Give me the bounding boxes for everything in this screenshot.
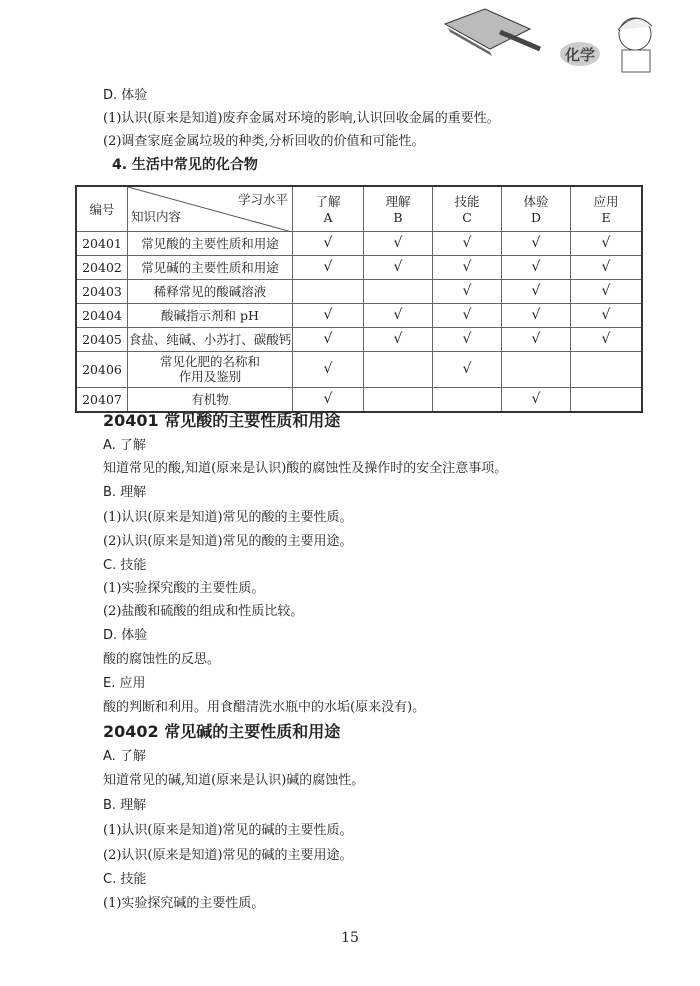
subject-badge: 化学 <box>564 46 596 64</box>
check-mark: √ <box>364 303 433 327</box>
check-mark: √ <box>293 255 364 279</box>
s20401-e-item: 酸的判断和利用。用食醋清洗水瓶中的水垢(原来没有)。 <box>103 700 426 715</box>
level-code: E <box>601 210 611 226</box>
row-id: 20402 <box>76 255 128 279</box>
learning-levels-table <box>75 185 643 413</box>
s20401-d-item: 酸的腐蚀性的反思。 <box>103 652 221 667</box>
level-name: 理解 <box>385 194 411 210</box>
level-code: C <box>462 210 472 226</box>
check-mark: √ <box>433 303 502 327</box>
check-mark: √ <box>433 255 502 279</box>
check-mark: √ <box>433 231 502 255</box>
level-name: 体验 <box>523 194 549 210</box>
row-content-line: 酸碱指示剂和 pH <box>161 307 259 323</box>
s20402-a-item: 知道常见的碱,知道(原来是认识)碱的腐蚀性。 <box>103 773 365 788</box>
s20401-e-label: E. 应用 <box>103 676 146 691</box>
s20402-b-item: (2)认识(原来是知道)常见的碱的主要用途。 <box>103 848 353 863</box>
level-code: D <box>530 210 542 226</box>
table-row <box>76 255 642 279</box>
row-content-line: 常见酸的主要性质和用途 <box>141 235 279 251</box>
empty-cell <box>364 351 433 387</box>
check-mark: √ <box>433 351 502 387</box>
s20402-b-label: B. 理解 <box>103 798 147 813</box>
check-mark: √ <box>571 303 643 327</box>
check-mark: √ <box>433 327 502 351</box>
s20401-b-item: (1)认识(原来是知道)常见的酸的主要性质。 <box>103 510 353 525</box>
header-level: 学习水平 <box>237 192 288 207</box>
row-content <box>128 231 293 255</box>
check-mark: √ <box>364 327 433 351</box>
row-id: 20404 <box>76 303 128 327</box>
intro-d-item: (1)认识(原来是知道)废弃金属对环境的影响,认识回收金属的重要性。 <box>103 111 500 126</box>
s20401-d-label: D. 体验 <box>103 628 148 643</box>
check-mark: √ <box>293 327 364 351</box>
table-row <box>76 303 642 327</box>
s20402-c-label: C. 技能 <box>103 872 147 887</box>
section-title: 4. 生活中常见的化合物 <box>112 157 258 173</box>
check-mark: √ <box>293 387 364 412</box>
row-content-line: 食盐、纯碱、小苏打、碳酸钙 <box>128 331 292 347</box>
row-content-line: 常见碱的主要性质和用途 <box>141 259 279 275</box>
level-header <box>293 186 364 231</box>
empty-cell <box>502 351 571 387</box>
header-diagonal-cell <box>128 186 293 231</box>
row-id: 20401 <box>76 231 128 255</box>
check-mark: √ <box>293 231 364 255</box>
check-mark: √ <box>433 279 502 303</box>
row-content <box>128 327 293 351</box>
check-mark: √ <box>293 303 364 327</box>
level-header <box>433 186 502 231</box>
row-content-line: 有机物 <box>191 391 229 407</box>
s20401-c-label: C. 技能 <box>103 558 147 573</box>
table-row <box>76 351 642 387</box>
table-row <box>76 279 642 303</box>
s20401-a-item: 知道常见的酸,知道(原来是认识)酸的腐蚀性及操作时的安全注意事项。 <box>103 461 508 476</box>
s20401-b-item: (2)认识(原来是知道)常见的酸的主要用途。 <box>103 534 353 549</box>
empty-cell <box>571 351 643 387</box>
check-mark: √ <box>502 279 571 303</box>
intro-d-item: (2)调查家庭金属垃圾的种类,分析回收的价值和可能性。 <box>103 134 425 149</box>
s20401-a-label: A. 了解 <box>103 438 146 453</box>
table-row <box>76 387 642 412</box>
header-id: 编号 <box>76 186 128 231</box>
row-content <box>128 255 293 279</box>
check-mark: √ <box>502 231 571 255</box>
check-mark: √ <box>571 231 643 255</box>
s20402-b-item: (1)认识(原来是知道)常见的碱的主要性质。 <box>103 823 353 838</box>
check-mark: √ <box>502 327 571 351</box>
level-name: 了解 <box>315 194 341 210</box>
row-id: 20403 <box>76 279 128 303</box>
row-id: 20407 <box>76 387 128 412</box>
check-mark: √ <box>502 387 571 412</box>
empty-cell <box>293 279 364 303</box>
row-content <box>128 387 293 412</box>
check-mark: √ <box>571 255 643 279</box>
check-mark: √ <box>293 351 364 387</box>
check-mark: √ <box>502 255 571 279</box>
row-content-line: 常见化肥的名称和 <box>159 354 260 369</box>
check-mark: √ <box>502 303 571 327</box>
s20402-c-item: (1)实验探究碱的主要性质。 <box>103 896 265 911</box>
s20401-c-item: (2)盐酸和硫酸的组成和性质比较。 <box>103 604 304 619</box>
row-content-line: 作用及鉴别 <box>178 369 242 384</box>
check-mark: √ <box>571 279 643 303</box>
check-mark: √ <box>571 327 643 351</box>
level-code: A <box>323 210 333 226</box>
row-content-line: 稀释常见的酸碱溶液 <box>153 283 267 299</box>
table-row <box>76 327 642 351</box>
intro-d-label: D. 体验 <box>103 88 148 103</box>
s20402-title: 20402 常见碱的主要性质和用途 <box>103 722 341 741</box>
s20401-c-item: (1)实验探究酸的主要性质。 <box>103 581 265 596</box>
header-content: 知识内容 <box>131 208 182 224</box>
row-id: 20406 <box>76 351 128 387</box>
level-header <box>571 186 643 231</box>
empty-cell <box>364 387 433 412</box>
row-content <box>128 351 293 387</box>
row-content <box>128 279 293 303</box>
level-header <box>502 186 571 231</box>
s20401-b-label: B. 理解 <box>103 485 147 500</box>
s20401-title: 20401 常见酸的主要性质和用途 <box>103 411 341 430</box>
row-id: 20405 <box>76 327 128 351</box>
table-row <box>76 231 642 255</box>
empty-cell <box>433 387 502 412</box>
level-header <box>364 186 433 231</box>
header-logo-book-pencil-boy-icon <box>440 4 670 74</box>
check-mark: √ <box>364 231 433 255</box>
s20402-a-label: A. 了解 <box>103 749 146 764</box>
level-name: 应用 <box>593 194 619 210</box>
level-code: B <box>393 210 403 226</box>
page-number: 15 <box>341 930 359 946</box>
empty-cell <box>364 279 433 303</box>
check-mark: √ <box>364 255 433 279</box>
empty-cell <box>571 387 643 412</box>
row-content <box>128 303 293 327</box>
level-name: 技能 <box>454 194 480 210</box>
